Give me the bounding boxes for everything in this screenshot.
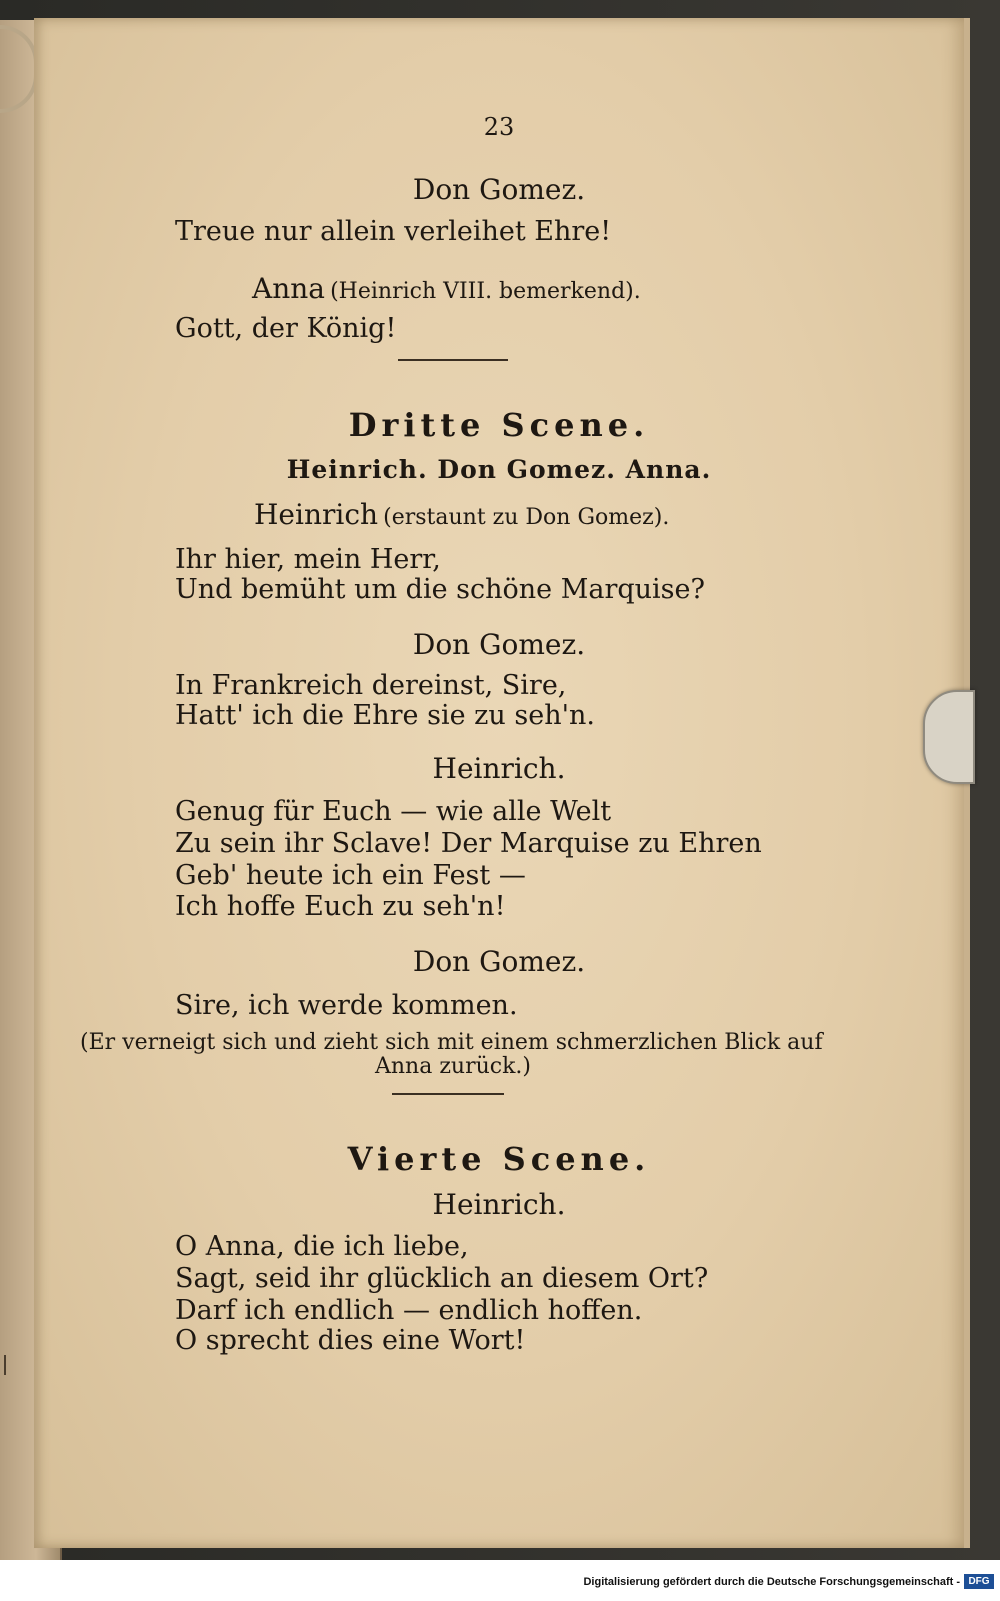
- verse-line: Ich hoffe Euch zu seh'n!: [175, 891, 506, 922]
- dfg-logo: DFG: [964, 1574, 994, 1589]
- page-clip: [923, 690, 975, 784]
- scene-title: Dritte Scene.: [348, 406, 650, 444]
- stage-direction: (erstaunt zu Don Gomez).: [383, 505, 670, 530]
- stage-direction: (Er verneigt sich und zieht sich mit einem schmerzlichen Blick auf: [80, 1030, 823, 1055]
- verse-line: Und bemüht um die schöne Marquise?: [175, 574, 705, 605]
- stage-direction: (Heinrich VIII. bemerkend).: [330, 279, 641, 304]
- margin-mark: [4, 1355, 14, 1375]
- speaker-name: Heinrich.: [432, 1188, 566, 1221]
- speaker-name: Heinrich: [254, 498, 379, 531]
- funding-credit: Digitalisierung gefördert durch die Deutsche Forschungsgemeinschaft -: [583, 1576, 960, 1588]
- verse-line: Geb' heute ich ein Fest —: [175, 860, 526, 891]
- verse-line: Ihr hier, mein Herr,: [175, 544, 441, 575]
- speaker-name: Anna: [252, 272, 325, 305]
- scene-title: Vierte Scene.: [347, 1140, 651, 1178]
- verse-line: In Frankreich dereinst, Sire,: [175, 670, 567, 701]
- footer-bar: [0, 1560, 1000, 1601]
- verse-line: Hatt' ich die Ehre sie zu seh'n.: [175, 700, 595, 731]
- verse-line: O sprecht dies eine Wort!: [175, 1325, 526, 1356]
- book-page: [34, 18, 970, 1548]
- verse-line: O Anna, die ich liebe,: [175, 1231, 469, 1262]
- speaker-name: Don Gomez.: [412, 173, 586, 206]
- verse-line: Genug für Euch — wie alle Welt: [175, 796, 612, 827]
- speaker-name: Don Gomez.: [412, 945, 586, 978]
- verse-line: Sagt, seid ihr glücklich an diesem Ort?: [175, 1263, 709, 1294]
- section-divider: [392, 1093, 504, 1095]
- verse-line: Darf ich endlich — endlich hoffen.: [175, 1295, 643, 1326]
- speaker-with-direction: [252, 272, 641, 305]
- speaker-name: Don Gomez.: [412, 628, 586, 661]
- speaker-with-direction: [254, 498, 669, 531]
- cast-list: Heinrich. Don Gomez. Anna.: [286, 455, 712, 484]
- verse-line: Sire, ich werde kommen.: [175, 990, 518, 1021]
- stage-direction: Anna zurück.): [375, 1054, 532, 1079]
- section-divider: [398, 359, 508, 361]
- page-number: 23: [483, 113, 515, 141]
- verse-line: Zu sein ihr Sclave! Der Marquise zu Ehren: [175, 828, 762, 859]
- verse-line: Treue nur allein verleihet Ehre!: [175, 216, 612, 247]
- speaker-name: Heinrich.: [432, 752, 566, 785]
- verse-line: Gott, der König!: [175, 313, 397, 344]
